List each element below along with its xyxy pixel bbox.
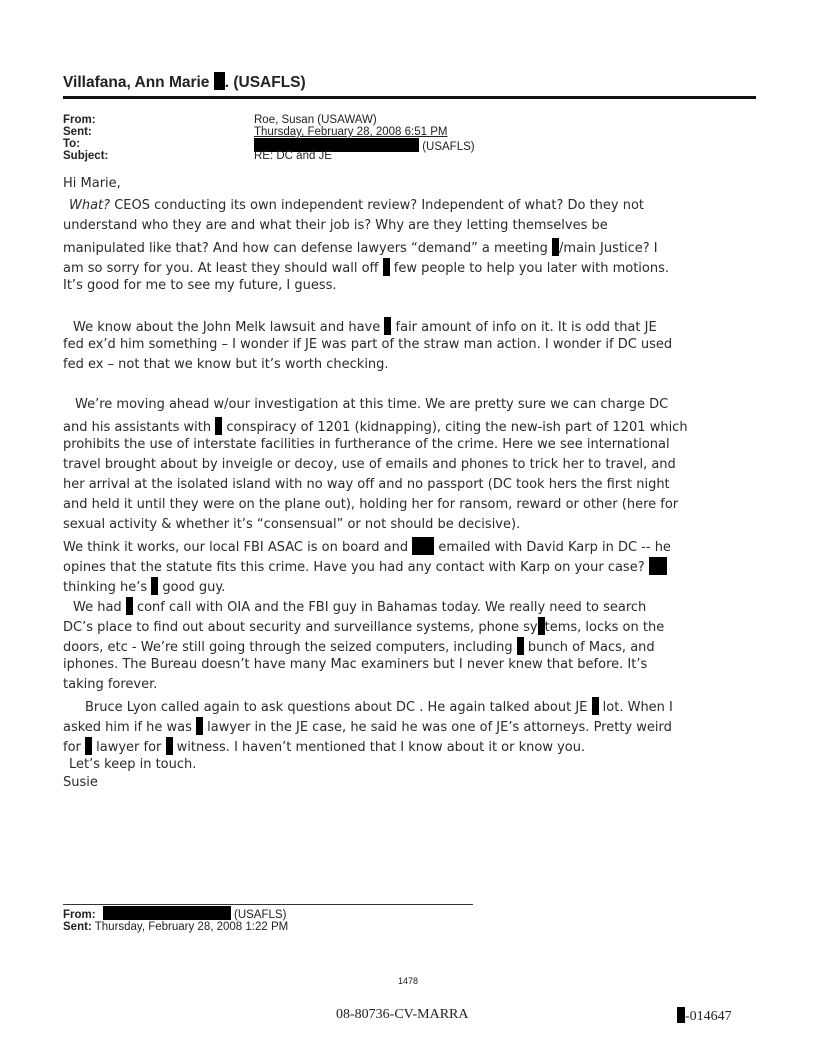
body-text: asked him if he was xyxy=(63,720,197,735)
body-line: Let’s keep in touch. xyxy=(69,757,197,772)
body-emphasis: What? xyxy=(69,198,111,213)
redaction-block xyxy=(677,1007,685,1023)
body-text: bunch of Macs, and xyxy=(523,640,655,655)
greeting: Hi Marie, xyxy=(63,176,121,191)
body-line: travel brought about by inveigle or decoy, use of emails and phones to trick her to travel, and xyxy=(63,457,676,472)
body-text: tems, locks on the xyxy=(544,620,665,635)
body-text: We think it works, our local FBI ASAC is on board and xyxy=(63,540,413,555)
body-text: few people to help you later with motions. xyxy=(389,261,670,276)
body-text: thinking he’s xyxy=(63,580,152,595)
body-text: for xyxy=(63,740,86,755)
footer-sent-value: Thursday, February 28, 2008 1:22 PM xyxy=(94,921,289,933)
from-value: Roe, Susan (USAWAW) xyxy=(254,114,377,126)
bates-value: -014647 xyxy=(685,1009,732,1024)
subject-label: Subject: xyxy=(63,150,109,162)
body-line xyxy=(63,617,664,635)
body-text: conspiracy of 1201 (kidnapping), citing the new-ish part of 1201 which xyxy=(222,420,688,435)
body-text: lawyer in the JE case, he said he was one of JE’s attorneys. Pretty weird xyxy=(203,720,672,735)
body-line xyxy=(63,537,671,555)
body-line: fed ex – not that we know but it’s worth checking. xyxy=(63,357,389,372)
body-line xyxy=(85,697,673,715)
body-text: conf call with OIA and the FBI guy in Bahamas today. We really need to search xyxy=(132,600,647,615)
redaction-block xyxy=(126,597,133,615)
redaction-block xyxy=(412,537,434,555)
redaction-block xyxy=(383,258,390,276)
footer-sent-label: Sent: xyxy=(63,921,92,933)
footer-from xyxy=(63,906,286,921)
case-number: 08-80736-CV-MARRA xyxy=(336,1007,469,1022)
redaction-block xyxy=(592,697,599,715)
body-line: understand who they are and what their job is? Why are they letting themselves be xyxy=(63,218,608,233)
redaction-block xyxy=(214,72,225,90)
body-text: doors, etc - We’re still going through the seized computers, including xyxy=(63,640,517,655)
sender-header xyxy=(63,72,306,92)
body-line: We’re moving ahead w/our investigation at this time. We are pretty sure we can charge DC xyxy=(75,397,669,412)
body-line xyxy=(63,417,688,435)
body-line: It’s good for me to see my future, I guess. xyxy=(63,278,337,293)
body-text: We know about the John Melk lawsuit and have xyxy=(73,320,385,335)
redaction-block xyxy=(85,737,92,755)
signature: Susie xyxy=(63,775,98,790)
body-text: and his assistants with xyxy=(63,420,216,435)
body-line xyxy=(63,717,672,735)
body-text: /main Justice? I xyxy=(559,241,658,256)
subject-value: RE: DC and JE xyxy=(254,150,332,162)
body-line: her arrival at the isolated island with no way off and no passport (DC took hers the first night xyxy=(63,477,670,492)
body-line xyxy=(63,737,585,755)
body-text: CEOS conducting its own independent review? Independent of what? Do they not xyxy=(110,198,645,213)
footer-from-label: From: xyxy=(63,909,96,921)
body-line: sexual activity & whether it’s “consensual” or not should be decisive). xyxy=(63,517,521,532)
body-line: iphones. The Bureau doesn’t have many Mac examiners but I never knew that before. It’s xyxy=(63,657,648,672)
body-text: witness. I haven’t mentioned that I know about it or know you. xyxy=(172,740,586,755)
body-text: good guy. xyxy=(158,580,226,595)
body-line xyxy=(63,238,658,256)
body-text: DC’s place to find out about security and surveillance systems, phone sy xyxy=(63,620,538,635)
body-text: We had xyxy=(73,600,126,615)
redaction-block xyxy=(552,238,559,256)
redaction-block xyxy=(538,617,545,635)
header-rule xyxy=(63,96,756,99)
bates-number xyxy=(677,1007,732,1025)
body-line xyxy=(63,577,225,595)
from-label: From: xyxy=(63,114,96,126)
header-name-prefix: Villafana, Ann Marie xyxy=(63,74,210,91)
body-line xyxy=(63,557,667,575)
to-value: (USAFLS) xyxy=(422,141,475,153)
body-line xyxy=(73,597,646,615)
body-line xyxy=(73,317,657,335)
body-line: taking forever. xyxy=(63,677,158,692)
body-line xyxy=(63,258,669,276)
body-text: Bruce Lyon called again to ask questions about DC . He again talked about JE xyxy=(85,700,592,715)
footer-sent xyxy=(63,921,288,933)
sent-label: Sent: xyxy=(63,126,92,138)
body-line: prohibits the use of interstate facilities in furtherance of the crime. Here we see international xyxy=(63,437,670,452)
body-text: fair amount of info on it. It is odd that JE xyxy=(391,320,657,335)
body-text: manipulated like that? And how can defense lawyers “demand” a meeting xyxy=(63,241,553,256)
redaction-block xyxy=(517,637,524,655)
page-number: 1478 xyxy=(398,976,419,986)
body-text: lot. When I xyxy=(598,700,673,715)
to-label: To: xyxy=(63,138,81,150)
body-text: lawyer for xyxy=(92,740,166,755)
body-line: and held it until they were on the plane out), holding her for ransom, reward or other (here for xyxy=(63,497,679,512)
body-line xyxy=(69,198,644,213)
redaction-block xyxy=(649,557,667,575)
footer-from-value: (USAFLS) xyxy=(234,909,287,921)
redaction-block xyxy=(166,737,173,755)
body-text: emailed with David Karp in DC -- he xyxy=(434,540,671,555)
footer-rule xyxy=(63,904,473,905)
redaction-block xyxy=(196,717,203,735)
body-line: fed ex’d him something – I wonder if JE was part of the straw man action. I wonder if DC used xyxy=(63,337,673,352)
redaction-block xyxy=(103,906,231,920)
sent-value: Thursday, February 28, 2008 6:51 PM xyxy=(254,126,448,138)
header-name-suffix: . (USAFLS) xyxy=(224,74,306,91)
body-text: opines that the statute fits this crime. Have you had any contact with Karp on your case? xyxy=(63,560,645,575)
body-line xyxy=(63,637,655,655)
body-text: am so sorry for you. At least they should wall off xyxy=(63,261,383,276)
